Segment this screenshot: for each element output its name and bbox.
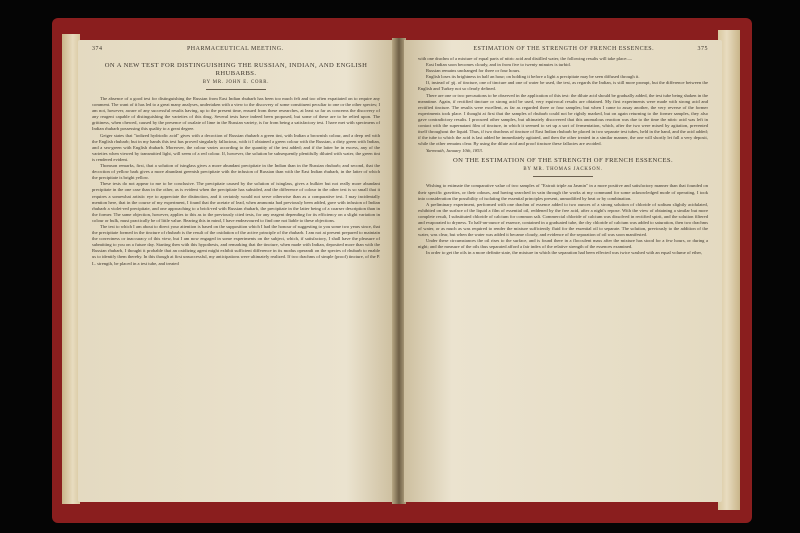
paragraph: Under these circumstances the oil rises to the surface, and is found there in a flocculent mass after the mixture has stood for a few hours, or during a night; and the measure of the oils thus separated afford a fair index of the relative strength of the essences examined. [418,238,708,250]
left-page [78,40,394,502]
paragraph: Thomson remarks, first, that a solution of isinglass gives a more abundant precipitate in the Indian than in the Russian rhubarb; and second, that the decoction of yellow bark gives a more abundant greenish precipitate with the infusion of Russian than with the East Indian rhubarb, in the latter of which the precipitate is bright yellow. [92,163,380,181]
running-head: ESTIMATION OF THE STRENGTH OF FRENCH ESSENCES. [473,46,655,52]
article-body [404,183,722,256]
paragraph: Geiger states that "iodized hydriodic acid" gives with a decoction of Russian rhubarb a green tint, with Indian a brownish colour, and a deep red with the English rhubarb; but in my hands this test has proved singularly fallacious, with it I obtained a green colour with the Russian, a dirty green with Indian, and a sea-green with English rhubarb. Moreover, the colour varies according to the quantity of the test added; and if the latter be in excess, any of the varieties when viewed by transmitted light, will seem of a red colour. If, however, the solution be subsequently plentifully diluted with water, the green tint is rendered evident. [92,132,380,162]
continued-article-body [404,56,722,147]
paragraph: A preliminary experiment, performed with one drachm of essence added to two ounces of a strong solution of chloride of sodium slightly acidulated, exhibited on the surface of the liquid a film of essential oil, reddened by the free acid, after a night's repose. With the view of obtaining a similar but more complete result, I substituted chloride of calcium for common salt. Commercial chloride of calcium was dissolved in rectified spirit, and the solution filtered and evaporated to dryness. To half-an-ounce of essence, contained in a graduated tube, the dry chloride of calcium was added to saturation, then two drachms of water, or as much as was required to render the mixture sufficiently fluid for the essential oil to separate. The solution, previously to the addition of the water, was clear, but when the water was added it became cloudy, and evidence of the separation of oil was soon manifested. [418,201,708,238]
article-title: ON A NEW TEST FOR DISTINGUISHING THE RUSSIAN, INDIAN, AND ENGLISH RHUBARBS. [104,62,368,77]
paragraph: East Indian soon becomes cloudy, and in from five to twenty minutes is turbid. [426,62,571,68]
paragraph: with one drachm of a mixture of equal parts of nitric acid and distilled water, the following results will take place:— [418,56,632,61]
paragraph: In order to get the oils in a more definite state, the mixture in which the separation had been effected was twice washed with an equal volume of ether, [426,250,703,256]
article-title: ON THE ESTIMATION OF THE STRENGTH OF FRENCH ESSENCES. [452,157,674,165]
article-byline: BY MR. JOHN E. CORR. [202,80,270,85]
page-number: 374 [92,46,103,52]
running-header-left [78,40,394,52]
paragraph: There are one or two precautions to be observed in the application of this test: the dilute acid should be gradually added, the test tube being shaken in the meantime. Again, if rectified tincture or strong acid be used, very equivocal results are obtained. My first experiments were made with strong acid and rectified tincture. The results were excellent, as far as regarded three or four samples; but when I came to assay another, the very reverse of the former experiments took place. I thought at first that the samples of rhubarb could not be rightly marked, but on again returning to the former samples, they also gave contradictory results. I procured other samples, but ultimately discovered that this anomalous reaction was due to the time the nitric acid was left in contact with the supernatant film of tincture, in which it seemed to set up a sort of fermentation, which, after the two were mixed by agitation, prevented itself throughout the liquid. Thus, if two drachms of tincture of East Indian rhubarb be placed in two separate test tubes, held in the hand, and the acid added; if the tube to which the acid is last added be immediately agitated, and then the other treated in a similar manner, the one will shortly let fall a very deposit, while the other remains clear. By using the dilute acid and proof tincture these fallacies are avoided. [418,92,708,147]
article-body [78,96,394,267]
title-rule [206,89,266,90]
paragraph: English loses its brightness in half an hour; on holding it before a light a precipitate may be seen diffused through it. [426,74,640,80]
title-rule [533,176,593,177]
paragraph: Wishing to estimate the comparative value of two samples of "Extrait triple au Jasmin" in a more positive and satisfactory manner than that founded on their specific gravities, or their odours, and having searched in vain through the works at my command for some acknowledged mode of operating, I took into consideration the possibility of isolating the essential principles present, unmodified by heat or by combination. [418,183,708,201]
signature-line: Yarmouth, January 10th, 1853. [426,148,483,154]
paragraph: Russian remains unchanged for three or four hours. [426,68,521,74]
running-head: PHARMACEUTICAL MEETING. [186,46,284,52]
running-header-right [404,40,722,52]
paragraph: The absence of a good test for distinguishing the Russian from East Indian rhubarb has been too much felt and too often expatiated on to require any comment. The want of it has led to a great many analyses, undertaken with a view to the discovery of some constituent peculiar to one or the other species; I am not, however, aware of any successful results having, up to the present time, ensued from these researches, at least so far as concerns the discovery of any reagent capable of distinguishing the varieties of this drug. Several tests have indeed been proposed, but some of these are to be relied upon. The grittiness, when chewed, caused by the presence of oxalate of lime in the Russian variety, is far from being a satisfactory test. I have met with specimens of Indian rhubarb possessing this quality to a great degree. [92,96,380,132]
paragraph: The test to which I am about to direct your attention is based on the supposition which I had the honour of suggesting to you some two years since, that the precipitate formed in the tincture of rhubarb is the result of the oxidation of the active principle of the rhubarb. I am not at present prepared to maintain the correctness or inaccuracy of this view, but I am now engaged in some experiments on the subject, which, if satisfactory, I shall have the pleasure of submitting to you on a future day. Starting then with this hypothesis, and remarking that the tincture, when made with Indian, deposited more than with the Russian rhubarb, I thought it probable that an oxidizing agent might exhibit sufficient difference in its modus operandi on the species of rhubarb to enable us to identify them thereby. In this though at first unsuccessful, my anticipations were ultimately realized. If two drachms of simple (proof) tincture, of the P. L. strength, be placed in a test tube, and treated [92,223,381,266]
paragraph: If, instead of ʒij. of tincture, one of tincture and one of water be used, the test, as regards the Indian, is still more prompt, but the difference between the English and Turkey not so clearly defined. [418,80,708,92]
article-byline: BY MR. THOMAS JACKSON. [523,167,603,173]
paragraph: These tests do not appear to me to be conclusive. The precipitate caused by the solution of isinglass, gives a bulkier but not really more abundant precipitate in the one case than in the other, as is evident when the precipitate has subsided, and the difference of colour in the other test is so small that it requires a somewhat artistic eye to appreciate the distinction, and it certainly would not serve otherwise than as a comparative test. I may incidentally mention here, that in the course of my experiment, I found that the acetate of lead, when ammonia had previously been added, gave with infusion of Indian rhubarb a violet-red precipitate, and one approaching to a brick-red with Russian rhubarb, the precipitate in the latter being of a coarser description than in the former. The same objection, however, applies to this as to the previously cited tests, for any reagent depending for its efficiency on a slight variation in colour or bulk, must practically be of little value. Bearing this in mind, I have endeavoured to find one not liable to these objections. [92,181,380,223]
right-page [404,40,722,502]
page-number: 375 [697,46,708,52]
